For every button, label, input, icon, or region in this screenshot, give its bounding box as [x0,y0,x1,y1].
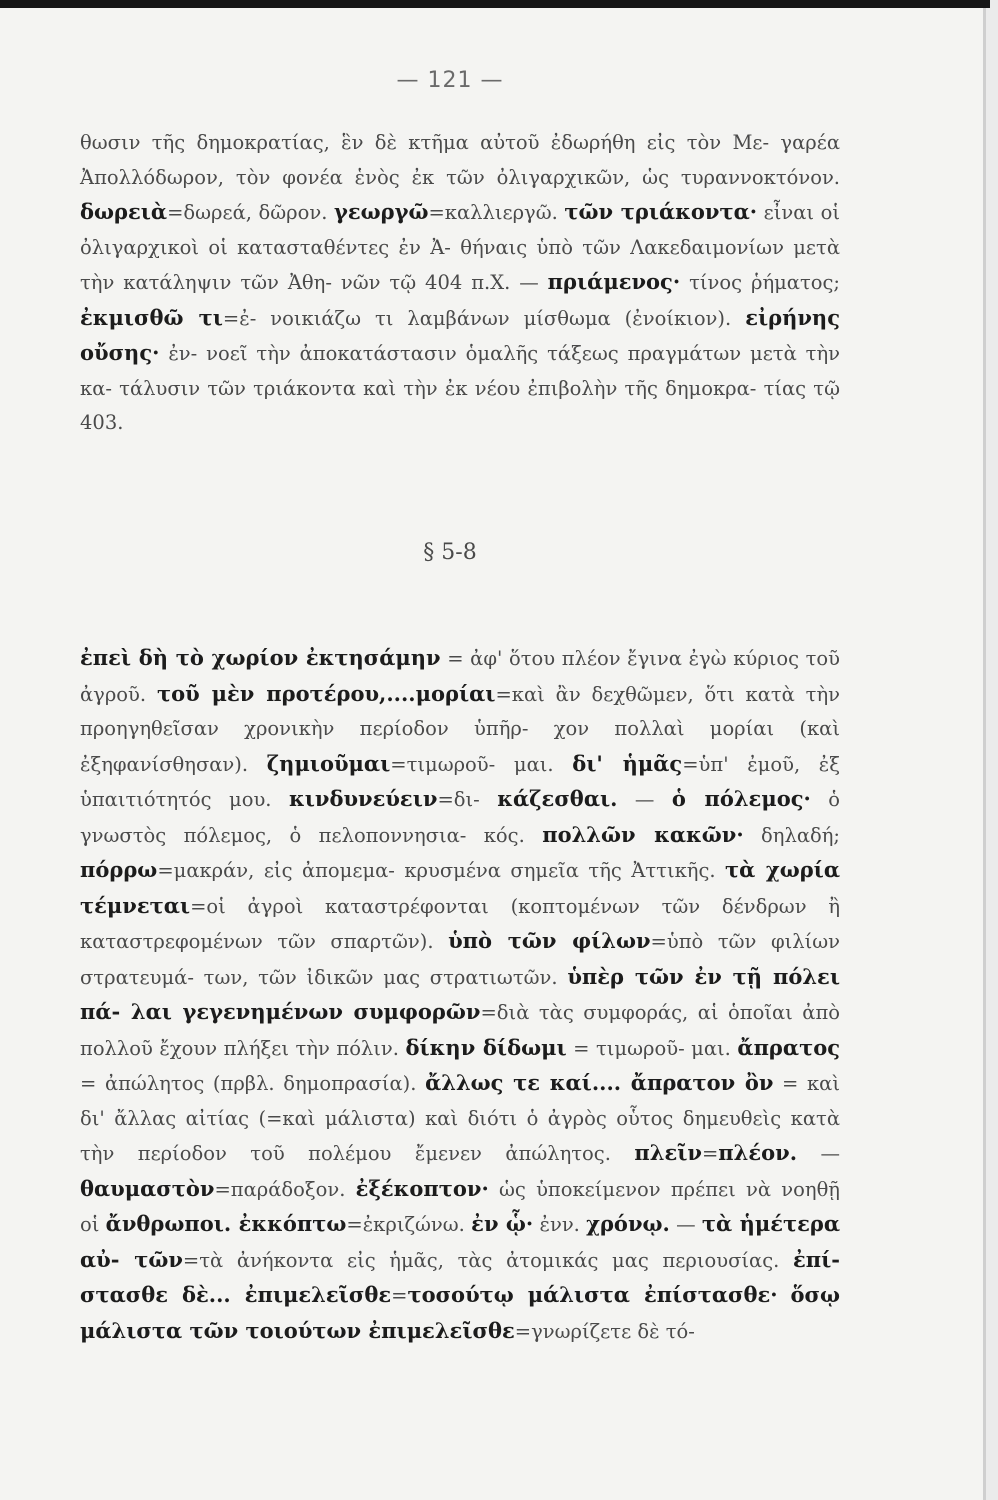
gloss-text: θωσιν τῆς δημοκρατίας, ἓν δὲ κτῆμα αὐτοῦ ἐδωρήθη εἰς τὸν Με- γαρέα Ἀπολλόδωρον, τὸν φονέα ἑνὸς ἐκ τῶν ὀλιγαρχικῶν, ὡς τυραννοκτόνον. [80,131,840,189]
gloss-text: ἐν- νοεῖ τὴν ἀποκατάστασιν ὁμαλῆς τάξεως πραγμάτων μετὰ τὴν κα- τάλυσιν τῶν τριάκοντα καὶ τὴν ἐκ νέου ἐπιβολὴν τῆς δημοκρα- τίας τῷ 403. [80,342,840,434]
lemma-term: ἐπεὶ δὴ τὸ χωρίον ἐκτησάμην [80,645,441,670]
page-number-header: — 121 — [396,68,504,93]
gloss-text: = τιμωροῦ- μαι. [566,1036,738,1060]
lemma-term: πλεῖν [634,1140,702,1165]
lemma-term: πολλῶν κακῶν· [542,821,744,847]
lemma-term: δωρειὰ [80,199,168,224]
lemma-term: τὰ χωρία τέμνεται [80,857,840,918]
gloss-text: =ὑπὸ τῶν φιλίων στρατευμά- των, τῶν ἰδικῶν μας στρατιωτῶν. [80,930,840,989]
lemma-term: γεωργῶ [333,199,429,224]
gloss-text: =ἐ- νοικιάζω τι λαμβάνων μίσθωμα (ἐνοίκιον). [222,306,746,330]
lemma-term: ὁ πόλεμος· [671,786,811,811]
lemma-term: χρόνῳ. [586,1211,670,1236]
lemma-term: ὑπὸ τῶν φίλων [448,928,651,953]
gloss-text: =διὰ τὰς συμφοράς, αἱ ὁποῖαι ἀπὸ πολλοῦ ἔχουν πλήξει τὴν πόλιν. [80,1001,841,1060]
lemma-term: τοσούτῳ μάλιστα ἐπίστασθε· [407,1282,778,1307]
lemma-term: ἄλλως τε καί.... ἄπρατον ὂν [425,1070,774,1095]
lemma-term: δι' ἡμᾶς [572,750,683,776]
lemma-term: ζημιοῦμαι [266,750,391,776]
lemma-term: δίκην δίδωμι [405,1034,567,1060]
gloss-text: = [391,1284,408,1307]
gloss-text: ἐνν. [533,1213,587,1236]
lemma-term: πριάμενος· [547,269,681,294]
gloss-text: εἶναι οἱ ὀλιγαρχικοὶ οἱ κατασταθέντες ἐν Ἀ- θήναις ὑπὸ τῶν Λακεδαιμονίων μετὰ τὴν κατάληψιν τῶν Ἀθη- νῶν τῷ 404 π.Χ. — [80,201,840,294]
gloss-text: =ὑπ' ἐμοῦ, ἐξ ὑπαιτιότητός μου. [80,752,840,811]
lemma-term: ἐξέκοπτον· [355,1175,489,1201]
gloss-text: τίνος ῥήματος; [680,271,840,294]
lemma-term: θαυμαστὸν [80,1175,215,1201]
lemma-term: τῶν τριάκοντα· [564,199,758,224]
gloss-text: ὡς ὑποκείμενον πρέπει νὰ νοηθῇ οἱ [80,1177,840,1236]
scan-top-edge [0,0,990,8]
lemma-term: πόρρω [80,857,158,882]
gloss-text: =τιμωροῦ- μαι. [390,752,573,776]
gloss-text: = καὶ δι' ἄλλας αἰτίας (=καὶ μάλιστα) καὶ διότι ὁ ἀγρὸς οὗτος δημευθεὶς κατὰ τὴν περίοδον τοῦ πολέμου ἔμενεν ἀπώλητος. [80,1072,840,1165]
lemma-term: κινδυνεύειν [288,786,438,811]
lemma-term: ἄνθρωποι. ἐκκόπτω [105,1211,347,1236]
lemma-term: κάζεσθαι. [497,786,618,811]
lemma-term: ἐν ᾧ· [471,1211,534,1236]
section-heading: § 5-8 [423,540,477,565]
gloss-text: =δωρεά, δῶρον. [167,201,334,224]
gloss-text: δηλαδή; [743,823,840,847]
lemma-term: ὅσῳ μάλιστα τῶν τοιούτων ἐπιμελεῖσθε [80,1282,841,1343]
gloss-text: — [797,1142,840,1165]
gloss-text: = ἀπώλητος (πρβλ. δημοπρασία). [80,1072,426,1095]
lemma-term: τοῦ μὲν προτέρου,....μορίαι [156,680,496,706]
lemma-term: πλέον. [718,1140,798,1165]
gloss-text: ὁ γνωστὸς πόλεμος, ὁ πελοποννησια- κός. [80,788,840,847]
commentary-block-2 [80,641,840,1349]
lemma-term: εἰρήνης οὔσης· [80,304,840,365]
gloss-text: — [669,1213,702,1236]
gloss-text: = [701,1142,719,1165]
gloss-text: — [617,788,672,811]
gloss-text: =καλλιεργῶ. [428,201,565,224]
lemma-term: τὰ ἡμέτερα αὐ- τῶν [80,1211,840,1272]
gloss-text [778,1284,791,1307]
lemma-term: ἐπί- στασθε δὲ... ἐπιμελεῖσθε [80,1246,840,1307]
gloss-text: =οἱ ἀγροὶ καταστρέφονται (κοπτομένων τῶν δένδρων ἢ καταστρεφομένων τῶν σπαρτῶν). [80,894,840,953]
lemma-term: ὑπὲρ τῶν ἐν τῇ πόλει πά- λαι γεγενημένων συμφορῶν [80,963,840,1024]
commentary-block-1 [80,126,840,441]
lemma-term: ἐκμισθῶ τι [80,304,223,330]
gloss-text: =τὰ ἀνήκοντα εἰς ἡμᾶς, τὰς ἀτομικάς μας περιουσίας. [182,1248,793,1272]
lemma-term: ἄπρατος [737,1034,840,1060]
gloss-text: =γνωρίζετε δὲ τό- [514,1319,695,1343]
gloss-text: =ἐκριζώνω. [346,1213,472,1236]
gloss-text: = ἀφ' ὅτου πλέον ἔγινα ἐγὼ κύριος τοῦ ἀγροῦ. [80,647,840,706]
gloss-text: =καὶ ἂν δεχθῶμεν, ὅτι κατὰ τὴν προηγηθεῖσαν χρονικὴν περίοδον ὑπῆρ- χον πολλαὶ μορίαι (καὶ ἐξηφανίσθησαν). [80,682,841,776]
gloss-text: =μακράν, εἰς ἀπομεμα- κρυσμένα σημεῖα τῆς Ἀττικῆς. [157,859,726,882]
gloss-text: =δι- [437,788,498,811]
gloss-text: =παράδοξον. [214,1177,356,1201]
